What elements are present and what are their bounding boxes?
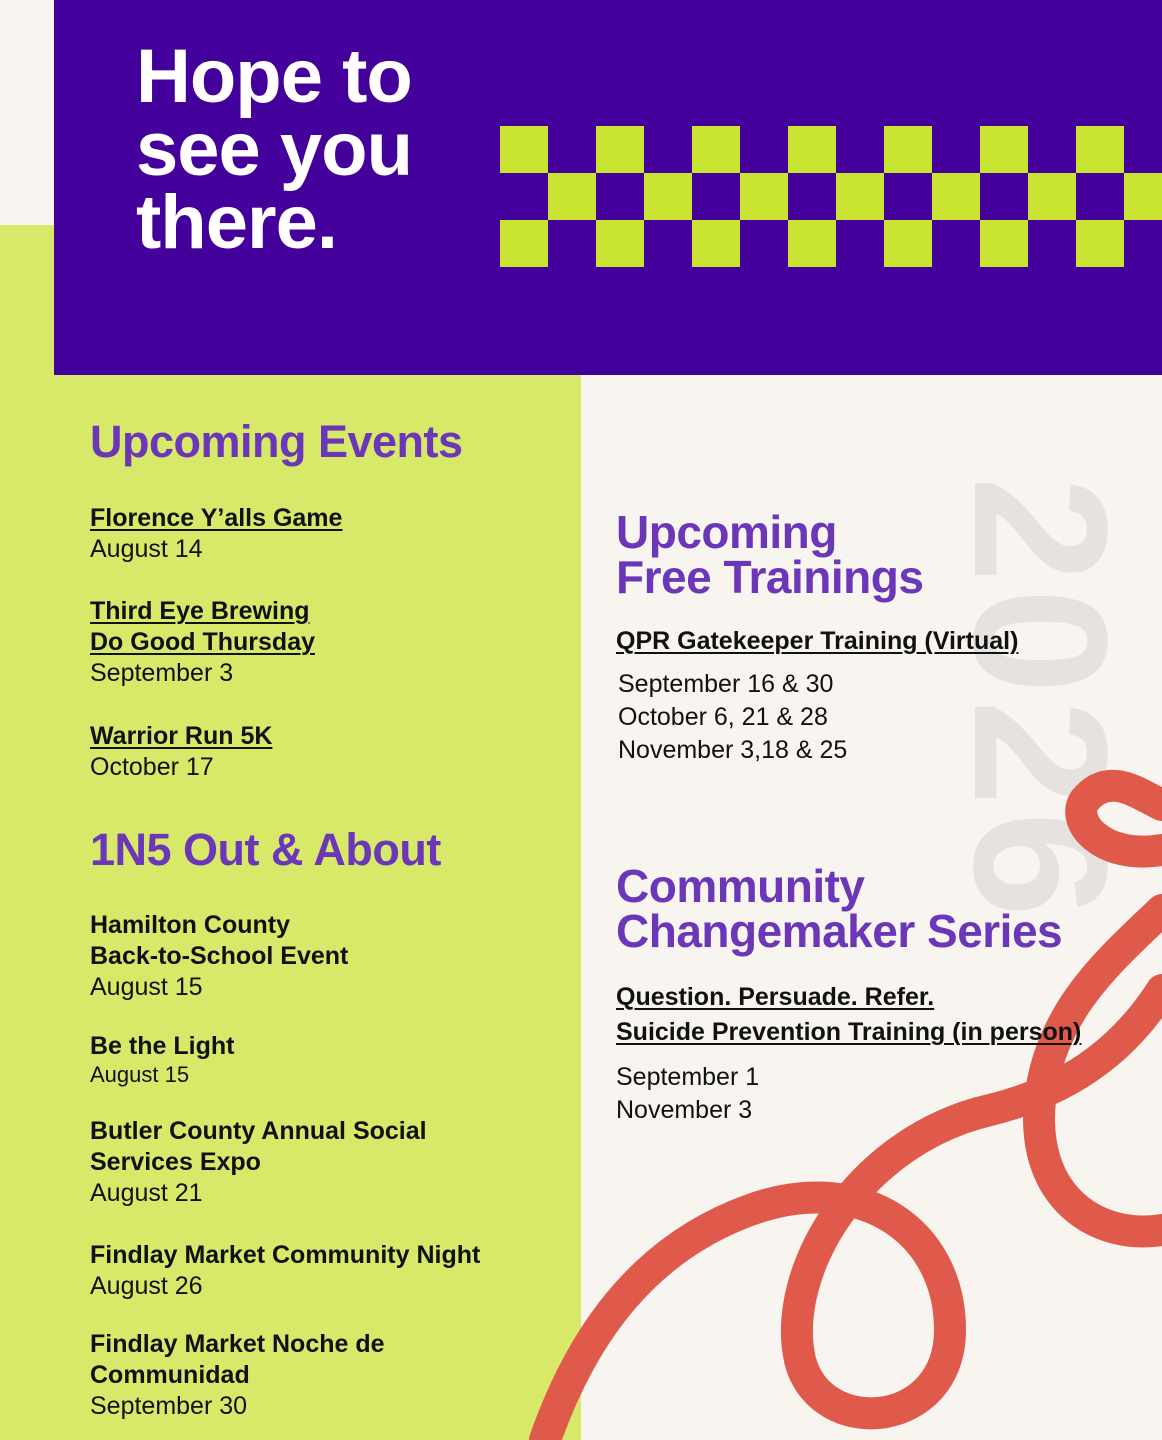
qpr-training-dates <box>618 668 847 767</box>
outreach-name: Findlay Market Community Night <box>90 1241 481 1269</box>
training-date: October 6, 21 & 28 <box>618 703 828 731</box>
checker-pattern <box>500 126 1162 267</box>
outreach-date: August 26 <box>90 1272 203 1300</box>
outreach-name: Findlay Market Noche de Communidad <box>90 1330 385 1389</box>
event-item <box>90 596 315 689</box>
changemaker-title: Community Changemaker Series <box>616 860 1063 957</box>
corner-background <box>0 0 54 225</box>
outreach-date: September 30 <box>90 1392 248 1420</box>
free-trainings-title: Upcoming Free Trainings <box>616 506 924 603</box>
outreach-item <box>90 1116 427 1209</box>
headline: Hope to see you there. <box>136 34 413 265</box>
out-and-about-title: 1N5 Out & About <box>90 824 441 875</box>
training-date: November 3 <box>616 1096 753 1124</box>
outreach-name: Be the Light <box>90 1032 235 1060</box>
outreach-date: August 15 <box>90 973 203 1001</box>
year-watermark-text: 2026 <box>934 476 1146 924</box>
event-name[interactable]: Third Eye Brewing Do Good Thursday <box>90 597 315 656</box>
outreach-item <box>90 1031 234 1088</box>
qpr-training-link[interactable]: QPR Gatekeeper Training (Virtual) <box>616 627 1019 655</box>
event-date: October 17 <box>90 753 214 781</box>
outreach-date: August 21 <box>90 1179 203 1207</box>
outreach-date: August 15 <box>90 1062 190 1087</box>
training-date: September 1 <box>616 1063 760 1091</box>
training-date: November 3,18 & 25 <box>618 736 848 764</box>
changemaker-dates <box>616 1061 759 1127</box>
event-item <box>90 503 342 565</box>
outreach-item <box>90 1329 385 1422</box>
training-date: September 16 & 30 <box>618 670 834 698</box>
suicide-prevention-training-link[interactable]: Question. Persuade. Refer. Suicide Prevention Training (in person) <box>616 983 1082 1046</box>
outreach-name: Hamilton County Back-to-School Event <box>90 911 349 970</box>
event-item <box>90 721 272 783</box>
upcoming-events-title: Upcoming Events <box>90 416 463 467</box>
outreach-name: Butler County Annual Social Services Expo <box>90 1117 427 1176</box>
event-name[interactable]: Florence Y’alls Game <box>90 504 343 532</box>
event-date: September 3 <box>90 659 234 687</box>
event-name[interactable]: Warrior Run 5K <box>90 722 273 750</box>
outreach-item <box>90 910 348 1003</box>
outreach-item <box>90 1240 480 1302</box>
event-date: August 14 <box>90 535 203 563</box>
